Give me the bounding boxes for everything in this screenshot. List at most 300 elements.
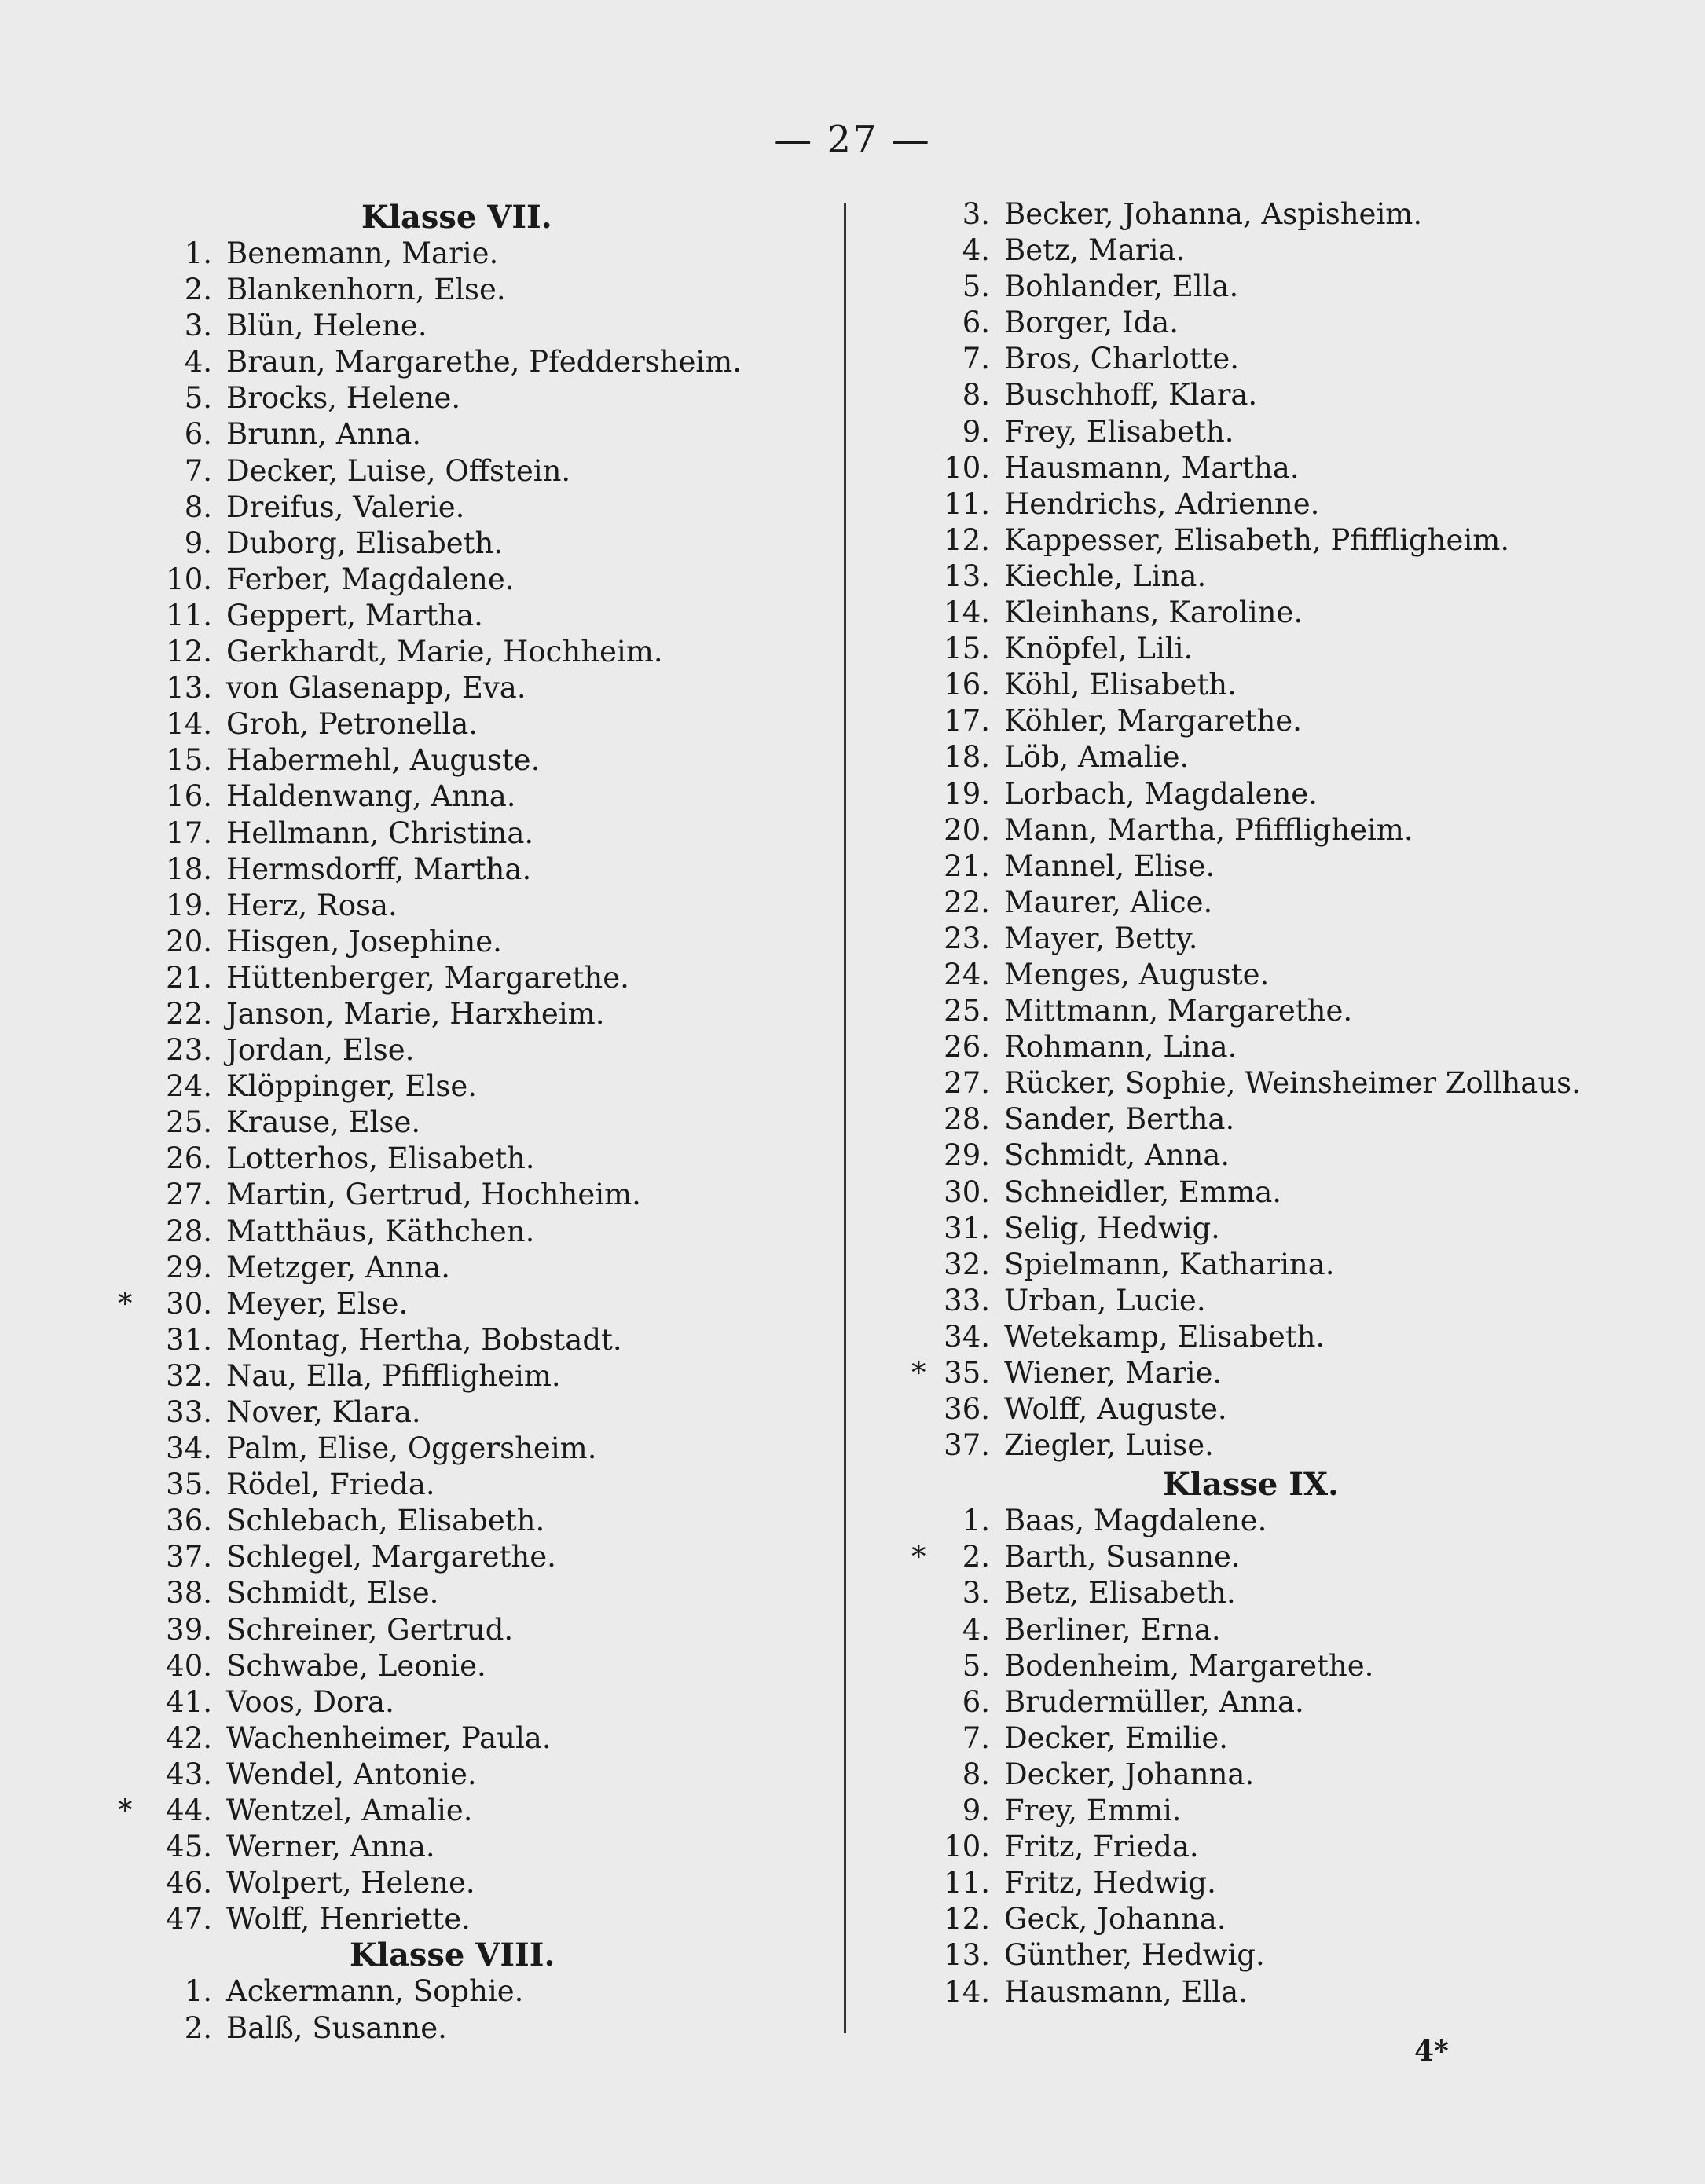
list-item: [118, 779, 825, 815]
list-item: [118, 236, 825, 272]
entry-number: [911, 233, 990, 269]
entry-asterisk: *: [911, 1356, 926, 1390]
list-item: [118, 380, 825, 416]
entry-name: Betz, Maria.: [1004, 233, 1186, 268]
entry-number-text: 30.: [944, 1174, 990, 1209]
entry-number-text: 7.: [962, 1720, 990, 1755]
entry-number-text: 37.: [944, 1428, 990, 1463]
entry-asterisk: *: [118, 1794, 133, 1828]
list-item: [118, 742, 825, 779]
list-item: [911, 1101, 1587, 1138]
entry-number-text: 24.: [944, 957, 990, 991]
entry-number: [118, 779, 212, 815]
entry-name: Günther, Hedwig.: [1004, 1938, 1265, 1973]
entry-number: [911, 450, 990, 486]
list-item: [911, 1029, 1587, 1065]
entry-number-text: 43.: [166, 1757, 212, 1791]
entry-number: [911, 559, 990, 595]
entry-number-text: 34.: [944, 1319, 990, 1354]
entry-number: [911, 1539, 990, 1575]
entry-number-text: 11.: [944, 1866, 990, 1900]
entry-number: [118, 380, 212, 416]
entry-number: [118, 562, 212, 598]
entry-number: [118, 1865, 212, 1901]
entry-name: Decker, Emilie.: [1004, 1720, 1228, 1755]
entry-name: Duborg, Elisabeth.: [226, 526, 504, 560]
list-item: [911, 559, 1587, 595]
class-viii-heading: Klasse VIII.: [350, 1937, 556, 1974]
entry-number: [911, 739, 990, 775]
entry-name: Sander, Bertha.: [1004, 1102, 1235, 1137]
entry-number: [911, 812, 990, 848]
entry-number-text: 35.: [166, 1468, 212, 1502]
entry-number: [118, 706, 212, 742]
list-item: [911, 341, 1587, 377]
entry-number-text: 19.: [944, 776, 990, 811]
list-item: [118, 1973, 825, 2010]
entry-name: Frey, Emmi.: [1004, 1794, 1182, 1828]
entry-number-text: 20.: [944, 812, 990, 847]
entry-number: [118, 236, 212, 272]
entry-name: Werner, Anna.: [226, 1830, 435, 1864]
list-item: [118, 1793, 825, 1829]
entry-number: [911, 486, 990, 522]
entry-number-text: 9.: [962, 414, 990, 449]
entry-number-text: 4.: [962, 233, 990, 268]
entry-number: [118, 852, 212, 888]
entry-number-text: 34.: [166, 1431, 212, 1466]
entry-name: Schwabe, Leonie.: [226, 1648, 486, 1683]
entry-number: [118, 1250, 212, 1286]
entry-number-text: 32.: [166, 1358, 212, 1393]
entry-number: [911, 1720, 990, 1757]
entry-number-text: 33.: [166, 1395, 212, 1429]
entry-name: Rücker, Sophie, Weinsheimer Zollhaus.: [1004, 1066, 1581, 1101]
list-item: [911, 196, 1587, 233]
entry-name: Blün, Helene.: [226, 309, 427, 343]
entry-number: [911, 1065, 990, 1101]
entry-number: [118, 1068, 212, 1105]
class-ix-heading: Klasse IX.: [1163, 1466, 1339, 1504]
entry-name: Wentzel, Amalie.: [226, 1794, 473, 1828]
entry-number-text: 37.: [166, 1540, 212, 1574]
list-item: [118, 1467, 825, 1503]
list-item: [911, 1503, 1587, 1539]
list-item: [911, 1974, 1587, 2010]
list-item: [911, 1355, 1587, 1391]
list-item: [118, 706, 825, 742]
entry-number: [118, 1829, 212, 1865]
entry-number: [911, 993, 990, 1029]
entry-name: Braun, Margarethe, Pfeddersheim.: [226, 345, 742, 379]
entry-number-text: 9.: [184, 526, 212, 560]
list-item: [911, 486, 1587, 522]
entry-number: [911, 1575, 990, 1611]
entry-name: Maurer, Alice.: [1004, 885, 1213, 919]
entry-number: [118, 1105, 212, 1141]
entry-number-text: 29.: [944, 1138, 990, 1173]
entry-number-text: 18.: [166, 852, 212, 886]
entry-number: [118, 416, 212, 453]
entry-name: Wetekamp, Elisabeth.: [1004, 1319, 1326, 1354]
entry-number-text: 3.: [962, 1576, 990, 1611]
entry-number: [911, 269, 990, 305]
list-item: [118, 489, 825, 526]
entry-number: [911, 1684, 990, 1720]
entry-number-text: 9.: [962, 1794, 990, 1828]
entry-name: Krause, Else.: [226, 1105, 421, 1140]
entry-number-text: 18.: [944, 740, 990, 775]
list-item: [118, 634, 825, 670]
entry-number-text: 2.: [184, 2010, 212, 2045]
entry-number: [911, 848, 990, 885]
entry-number-text: 1.: [184, 236, 212, 270]
entry-number-text: 21.: [166, 960, 212, 995]
entry-name: Haldenwang, Anna.: [226, 779, 516, 814]
entry-name: Hermsdorff, Martha.: [226, 852, 532, 886]
list-item: [911, 1829, 1587, 1865]
entry-number: [911, 1757, 990, 1793]
entry-number: [118, 1467, 212, 1503]
entry-number-text: 29.: [166, 1250, 212, 1284]
entry-name: Schlegel, Margarethe.: [226, 1540, 556, 1574]
entry-name: Selig, Hedwig.: [1004, 1211, 1220, 1245]
column-divider: [844, 203, 846, 2033]
list-item: [118, 888, 825, 924]
entry-number: [911, 667, 990, 703]
entry-number: [911, 341, 990, 377]
list-item: [911, 269, 1587, 305]
entry-number-text: 10.: [944, 1830, 990, 1864]
entry-number-text: 26.: [944, 1030, 990, 1065]
list-item: [118, 996, 825, 1032]
entry-name: Hüttenberger, Margarethe.: [226, 960, 629, 995]
entry-number: [118, 996, 212, 1032]
entry-number: [911, 1138, 990, 1174]
entry-number-text: 13.: [944, 1938, 990, 1973]
list-item: [911, 1793, 1587, 1829]
list-item: [911, 776, 1587, 812]
entry-name: Wendel, Antonie.: [226, 1757, 477, 1791]
entry-number: [911, 1503, 990, 1539]
left-column: [118, 196, 825, 2047]
entry-asterisk: *: [911, 1540, 926, 1574]
entry-number-text: 3.: [962, 197, 990, 231]
entry-name: Frey, Elisabeth.: [1004, 414, 1234, 449]
list-item: [911, 1247, 1587, 1283]
list-item: [118, 598, 825, 634]
list-item: [911, 1211, 1587, 1247]
list-item: [118, 1394, 825, 1431]
entry-name: Mayer, Betty.: [1004, 921, 1198, 955]
list-item: [911, 450, 1587, 486]
entry-number-text: 26.: [166, 1141, 212, 1176]
entry-number-text: 16.: [944, 668, 990, 702]
entry-name: Kiechle, Lina.: [1004, 559, 1207, 593]
entry-name: Wiener, Marie.: [1004, 1356, 1223, 1390]
entry-number-text: 22.: [166, 996, 212, 1031]
entry-number-text: 40.: [166, 1648, 212, 1683]
entry-name: Rödel, Frieda.: [226, 1468, 435, 1502]
entry-number: [911, 1793, 990, 1829]
class-ix-list: [911, 1503, 1587, 2010]
entry-number: [911, 703, 990, 739]
list-item: [911, 921, 1587, 957]
entry-number: [118, 1431, 212, 1467]
entry-name: Decker, Johanna.: [1004, 1757, 1255, 1791]
entry-name: Baas, Magdalene.: [1004, 1504, 1267, 1538]
entry-number-text: 13.: [166, 671, 212, 705]
entry-number-text: 28.: [944, 1102, 990, 1137]
entry-number-text: 44.: [166, 1794, 212, 1828]
entry-number-text: 14.: [944, 595, 990, 630]
list-item: [118, 344, 825, 380]
entry-number: [118, 1141, 212, 1177]
list-item: [118, 1141, 825, 1177]
entry-name: Mannel, Elise.: [1004, 848, 1216, 883]
entry-number: [911, 1283, 990, 1319]
entry-name: Barth, Susanne.: [1004, 1540, 1241, 1574]
list-item: [911, 595, 1587, 631]
entry-number-text: 5.: [184, 381, 212, 416]
list-item: [911, 1319, 1587, 1355]
entry-name: Mann, Martha, Pfiffligheim.: [1004, 812, 1414, 847]
entry-name: Fritz, Frieda.: [1004, 1830, 1199, 1864]
entry-number-text: 46.: [166, 1866, 212, 1900]
entry-name: Bros, Charlotte.: [1004, 342, 1240, 376]
entry-number-text: 3.: [184, 309, 212, 343]
entry-number-text: 21.: [944, 848, 990, 883]
entry-name: Mittmann, Margarethe.: [1004, 994, 1353, 1028]
entry-number-text: 11.: [944, 486, 990, 521]
entry-number: [911, 776, 990, 812]
entry-number-text: 12.: [166, 635, 212, 669]
entry-number-text: 45.: [166, 1830, 212, 1864]
entry-number: [118, 670, 212, 706]
entry-number-text: 17.: [166, 815, 212, 850]
entry-name: Janson, Marie, Harxheim.: [226, 996, 605, 1031]
entry-number: [118, 1286, 212, 1322]
entry-number: [911, 1937, 990, 1973]
entry-number: [118, 272, 212, 308]
page-number: — 27 —: [774, 118, 931, 162]
entry-number: [118, 598, 212, 634]
entry-number-text: 12.: [944, 522, 990, 557]
entry-number: [118, 344, 212, 380]
list-item: [911, 1720, 1587, 1757]
entry-name: Geck, Johanna.: [1004, 1902, 1226, 1937]
entry-number: [911, 377, 990, 413]
entry-number: [118, 2010, 212, 2047]
entry-number: [118, 924, 212, 960]
entry-number-text: 20.: [166, 924, 212, 958]
entry-name: Hisgen, Josephine.: [226, 924, 502, 958]
list-item: [118, 308, 825, 344]
list-item: [911, 703, 1587, 739]
entry-name: Hellmann, Christina.: [226, 815, 534, 850]
entry-name: Meyer, Else.: [226, 1286, 409, 1321]
entry-name: Metzger, Anna.: [226, 1250, 451, 1284]
entry-number-text: 7.: [184, 453, 212, 488]
list-item: [911, 1648, 1587, 1684]
entry-number: [911, 1029, 990, 1065]
entry-number-text: 42.: [166, 1720, 212, 1755]
list-item: [118, 670, 825, 706]
entry-number-text: 31.: [944, 1211, 990, 1245]
entry-number-text: 25.: [944, 994, 990, 1028]
entry-name: Kleinhans, Karoline.: [1004, 595, 1304, 630]
list-item: [911, 1865, 1587, 1901]
entry-name: Menges, Auguste.: [1004, 957, 1270, 991]
sheet-signature-mark: 4*: [1414, 2035, 1449, 2068]
entry-number: [911, 957, 990, 993]
entry-number: [911, 414, 990, 450]
entry-number: [911, 631, 990, 667]
entry-number-text: 17.: [944, 704, 990, 738]
list-item: [118, 2010, 825, 2047]
entry-number: [118, 453, 212, 489]
entry-name: Benemann, Marie.: [226, 236, 499, 270]
entry-number: [911, 1247, 990, 1283]
entry-name: Bodenheim, Margarethe.: [1004, 1648, 1374, 1683]
entry-number: [118, 1032, 212, 1068]
entry-name: Blankenhorn, Else.: [226, 273, 506, 307]
entry-name: Martin, Gertrud, Hochheim.: [226, 1178, 641, 1212]
entry-name: Schreiner, Gertrud.: [226, 1612, 514, 1647]
entry-number-text: 14.: [944, 1974, 990, 2009]
list-item: [118, 1105, 825, 1141]
entry-number: [118, 526, 212, 562]
list-item: [118, 1575, 825, 1611]
entry-asterisk: *: [118, 1286, 133, 1321]
entry-name: Brunn, Anna.: [226, 417, 422, 452]
class-vii-list: [118, 236, 825, 1937]
list-item: [118, 1177, 825, 1213]
list-item: [911, 993, 1587, 1029]
entry-number: [911, 522, 990, 559]
entry-number: [911, 1865, 990, 1901]
list-item: [118, 924, 825, 960]
list-item: [911, 1174, 1587, 1211]
entry-number: [118, 1973, 212, 2010]
entry-number-text: 25.: [166, 1105, 212, 1140]
entry-number-text: 14.: [166, 707, 212, 742]
entry-name: Klöppinger, Else.: [226, 1069, 477, 1104]
list-item: [118, 1286, 825, 1322]
list-item: [911, 1757, 1587, 1793]
entry-name: Matthäus, Käthchen.: [226, 1214, 535, 1248]
entry-number: [118, 1177, 212, 1213]
entry-number-text: 28.: [166, 1214, 212, 1248]
list-item: [118, 453, 825, 489]
entry-number-text: 38.: [166, 1576, 212, 1611]
entry-name: Balß, Susanne.: [226, 2010, 447, 2045]
entry-number-text: 1.: [184, 1974, 212, 2009]
entry-name: Borger, Ida.: [1004, 306, 1179, 340]
entry-number: [118, 815, 212, 852]
entry-name: Geppert, Martha.: [226, 598, 483, 632]
list-item: [118, 1684, 825, 1720]
entry-number: [118, 489, 212, 526]
entry-name: Jordan, Else.: [226, 1033, 415, 1068]
entry-name: Löb, Amalie.: [1004, 740, 1190, 775]
entry-name: Nover, Klara.: [226, 1395, 421, 1429]
entry-name: Fritz, Hedwig.: [1004, 1866, 1216, 1900]
list-item: [911, 1427, 1587, 1464]
entry-number-text: 19.: [166, 888, 212, 922]
list-item: [118, 1214, 825, 1250]
entry-number: [118, 1503, 212, 1539]
list-item: [911, 885, 1587, 921]
entry-number: [911, 921, 990, 957]
entry-name: Knöpfel, Lili.: [1004, 632, 1194, 666]
entry-number: [118, 1394, 212, 1431]
entry-number-text: 1.: [962, 1504, 990, 1538]
entry-name: Köhl, Elisabeth.: [1004, 668, 1237, 702]
list-item: [911, 1138, 1587, 1174]
entry-number-text: 23.: [944, 921, 990, 955]
class-viii-continued-list: [911, 196, 1587, 1464]
entry-number-text: 35.: [944, 1356, 990, 1390]
list-item: [911, 522, 1587, 559]
entry-name: Schlebach, Elisabeth.: [226, 1504, 545, 1538]
entry-number-text: 11.: [166, 598, 212, 632]
entry-number: [118, 1214, 212, 1250]
entry-number: [911, 1391, 990, 1427]
list-item: [118, 1322, 825, 1358]
entry-name: Ziegler, Luise.: [1004, 1428, 1214, 1463]
entry-number-text: 36.: [166, 1504, 212, 1538]
entry-name: Dreifus, Valerie.: [226, 489, 465, 524]
list-item: [118, 852, 825, 888]
entry-number-text: 22.: [944, 885, 990, 919]
entry-name: Rohmann, Lina.: [1004, 1030, 1238, 1065]
entry-number: [911, 1101, 990, 1138]
entry-name: Schmidt, Anna.: [1004, 1138, 1230, 1173]
list-item: [118, 1539, 825, 1575]
entry-number-text: 6.: [184, 417, 212, 452]
list-item: [911, 1612, 1587, 1648]
entry-number: [118, 634, 212, 670]
entry-number-text: 30.: [166, 1286, 212, 1321]
entry-name: Habermehl, Auguste.: [226, 743, 541, 778]
list-item: [118, 1032, 825, 1068]
entry-number: [118, 1612, 212, 1648]
list-item: [118, 815, 825, 852]
entry-number: [118, 1901, 212, 1937]
entry-name: Bohlander, Ella.: [1004, 269, 1239, 304]
entry-number: [118, 1322, 212, 1358]
list-item: [911, 957, 1587, 993]
entry-number: [911, 1355, 990, 1391]
class-viii-list: [118, 1973, 825, 2046]
entry-number: [118, 1358, 212, 1394]
entry-number-text: 10.: [944, 450, 990, 485]
entry-number-text: 15.: [166, 743, 212, 778]
list-item: [118, 1865, 825, 1901]
entry-number-text: 4.: [184, 345, 212, 379]
list-item: [118, 272, 825, 308]
list-item: [118, 416, 825, 453]
list-item: [911, 1684, 1587, 1720]
entry-number-text: 16.: [166, 779, 212, 814]
list-item: [118, 1503, 825, 1539]
entry-number-text: 47.: [166, 1902, 212, 1937]
entry-number: [911, 1974, 990, 2010]
list-item: [118, 1648, 825, 1684]
entry-name: Lorbach, Magdalene.: [1004, 776, 1318, 811]
entry-number-text: 27.: [944, 1066, 990, 1101]
